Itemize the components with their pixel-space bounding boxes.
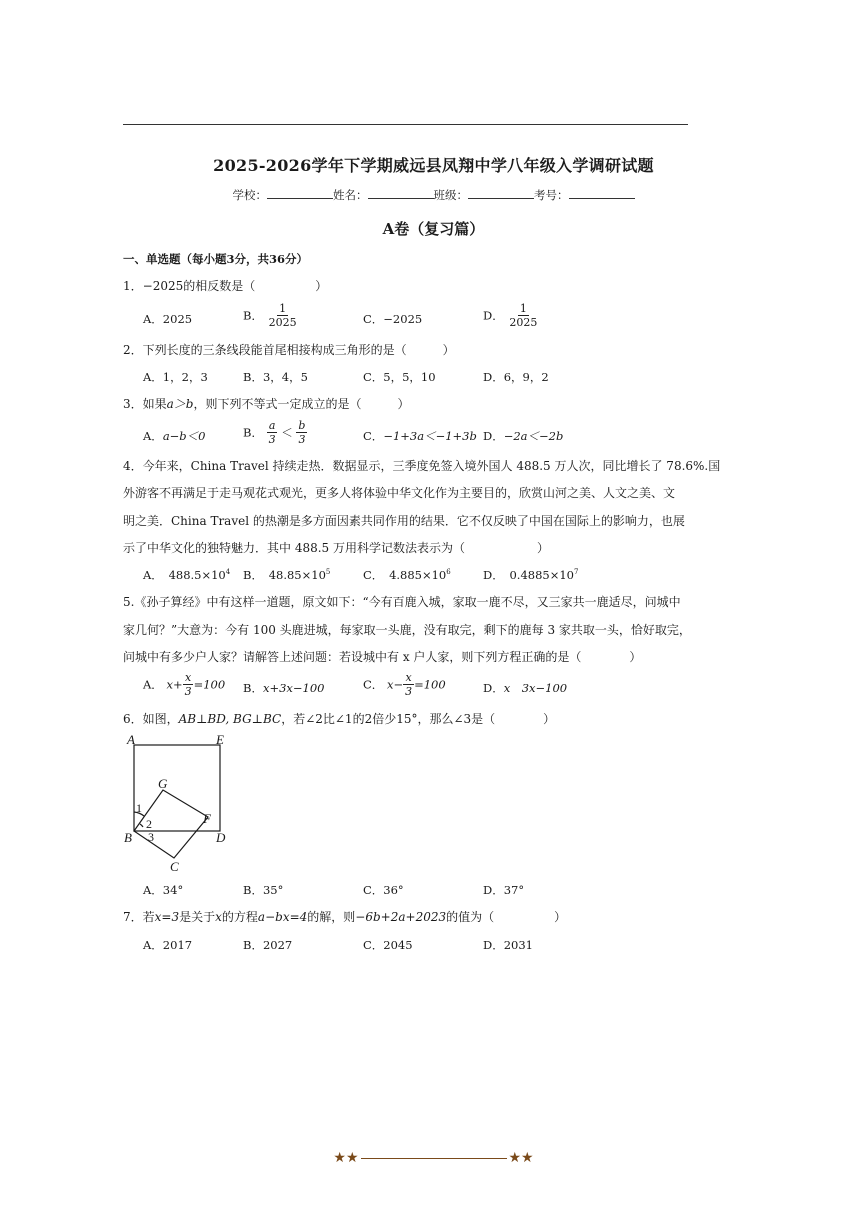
q3-option-d [483,428,563,444]
question-4-line-4: 示了中华文化的独特魅力．其中 488.5 万用科学记数法表示为（ ） [123,541,549,555]
q5-option-b-expr: x+3x−100 [262,681,325,695]
q4-option-d [483,567,578,583]
q4-option-b [243,567,330,583]
q6-stem-post: ，若∠2比∠1的2倍少15°，那么∠3是（ ） [281,712,556,726]
q2-option-b: B．3，4，5 [243,370,308,384]
q1-option-d-label: D． [483,308,504,323]
q5-option-a-label: A． [143,677,163,692]
q5-option-a [143,671,225,698]
question-6-stem [123,710,555,727]
q4-option-c-label: C． [363,568,378,582]
question-5-line-2: 家几何？”大意为：今有 100 头鹿进城，每家取一头鹿，没有取完，剩下的鹿每 3 家共取一头，恰好取完， [123,623,691,637]
q4-option-c-exp: 6 [446,568,451,577]
q4-option-b-label: B． [243,568,258,582]
footer-stars-left: ★★ [333,1150,359,1166]
fraction-numerator: 1 [519,302,527,315]
q4-option-d-base: 0.4885×10 [509,568,574,582]
q7-stem-mid: 是关于 [179,910,216,924]
q3-stem-pre: 3．如果 [123,397,167,411]
q3-option-a-expr: a−b＜0 [162,429,206,443]
q6-option-a: A．34° [143,883,184,897]
q3-option-b-fraction-a [267,419,278,446]
q7-stem-m4: −6b+2a+2023 [355,910,447,924]
q6-option-d: D．37° [483,883,525,897]
q7-stem-post: 的值为（ ） [446,910,567,924]
header-rule [123,124,688,125]
q5-option-c-pre: x− [386,677,404,692]
fraction-numerator: b [298,419,306,432]
q5-option-a-pre: x+ [166,677,183,692]
q4-option-b-base: 48.85×10 [268,568,326,582]
field-class-blank[interactable] [468,188,534,199]
q7-stem-m2: x [215,910,222,924]
fraction-denominator: 3 [405,685,413,698]
fraction-denominator: 3 [268,433,276,446]
field-school-label: 学校： [232,188,267,202]
question-3-stem [123,395,410,412]
q5-option-b [243,680,324,696]
q5-option-b-label: B． [243,681,263,695]
q5-option-d [483,680,567,696]
label-b: B [124,830,132,845]
label-f: F [203,811,211,826]
q2-option-d: D．6，9，2 [483,370,549,384]
field-school-blank[interactable] [267,188,333,199]
q5-option-c-post: =100 [414,677,446,692]
fraction-denominator: 2025 [509,316,538,329]
q1-option-d-fraction [507,302,539,329]
q3-option-a [143,428,205,444]
q4-option-a-base: 488.5×10 [168,568,226,582]
q6-stem-pre: 6．如图， [123,712,179,726]
q1-option-a: A．2025 [143,312,193,326]
q3-option-b-fraction-b [296,419,307,446]
angle-1-label: 1 [136,801,142,815]
label-a: A [127,732,135,747]
label-g: G [158,776,168,791]
q7-stem-m3: a−bx=4 [257,910,308,924]
q5-option-a-fraction [183,671,194,698]
footer-stars-right: ★★ [508,1150,534,1166]
field-id-blank[interactable] [569,188,635,199]
q1-option-d [483,302,539,329]
q4-option-c [363,567,451,583]
q5-option-d-label: D． [483,681,504,695]
q3-option-d-label: D． [483,429,504,443]
q3-stem-post: ，则下列不等式一定成立的是（ ） [193,397,410,411]
fraction-numerator: x [405,671,412,684]
q7-stem-mid3: 的解，则 [307,910,356,924]
q3-option-c-expr: −1+3a＜−1+3b [383,429,477,443]
q5-option-c-label: C． [363,677,384,692]
q7-option-d: D．2031 [483,938,533,952]
angle-2-arc [140,824,143,827]
q3-option-b-label: B． [243,425,263,440]
q3-stem-math: a＞b [166,397,194,411]
q7-stem-m1: x=3 [154,910,180,924]
q4-option-d-label: D． [483,568,498,582]
q5-option-c-fraction [403,671,414,698]
field-name-label: 姓名： [333,188,368,202]
exam-title: 2025-2026学年下学期威远县凤翔中学八年级入学调研试题 [213,156,654,175]
geometry-figure [118,728,243,878]
field-name-blank[interactable] [368,188,434,199]
question-4-line-3: 明之美．China Travel 的热潮是多方面因素共同作用的结果．它不仅反映了中国在国际上的影响力，也展 [123,514,685,528]
fraction-numerator: 1 [279,302,287,315]
page-footer-ornament [0,1150,867,1166]
footer-rule [361,1158,507,1159]
q7-option-b: B．2027 [243,938,293,952]
angle-3-label: 3 [148,830,154,844]
q1-option-b-fraction [267,302,299,329]
field-id-label: 考号： [534,188,569,202]
q3-option-c [363,428,477,444]
fraction-numerator: x [184,671,192,684]
q1-option-b-label: B． [243,308,263,323]
q4-option-c-base: 4.885×10 [389,568,447,582]
q5-option-c [363,671,446,698]
label-d: D [216,830,226,845]
q4-option-b-exp: 5 [325,568,331,577]
q5-option-a-post: =100 [193,677,226,692]
q3-option-a-label: A． [143,429,163,443]
q7-option-c: C．2045 [363,938,413,952]
q5-option-d-expr: x 3x−100 [503,681,568,695]
q4-option-d-exp: 7 [574,568,579,577]
q6-option-c: C．36° [363,883,404,897]
fraction-denominator: 3 [298,433,306,446]
q3-option-b [243,419,307,446]
q6-stem-math: AB⊥BD, BG⊥BC [178,712,282,726]
label-e: E [216,732,224,747]
q1-option-c: C．−2025 [363,312,423,326]
question-5-line-1: 5.《孙子算经》中有这样一道题，原文如下：“今有百鹿入城，家取一鹿不尽，又三家共一鹿适尽，问城中 [123,595,681,609]
q7-option-a: A．2017 [143,938,193,952]
q4-option-a [143,567,230,583]
fraction-numerator: a [268,419,276,432]
question-4-line-1: 4．今年来，China Travel 持续走热．数据显示，三季度免签入境外国人 488.5 万人次，同比增长了 78.6%.国 [123,459,721,473]
q2-option-c: C．5，5，10 [363,370,436,384]
question-7-stem [123,908,566,925]
section-heading: 一、单选题（每小题3分，共36分） [123,252,309,266]
fraction-denominator: 3 [184,685,192,698]
field-class-label: 班级： [433,188,468,202]
label-c: C [170,859,179,874]
fraction-denominator: 2025 [268,316,297,329]
q3-option-b-operator: ＜ [281,425,293,440]
question-4-line-2: 外游客不再满足于走马观花式观光，更多人将体验中华文化作为主要目的，欣赏山河之美、人文之美、文 [123,486,676,500]
student-info-line [0,187,867,203]
question-1-stem: 1．−2025的相反数是（ ） [123,279,328,293]
q1-option-b [243,302,299,329]
q3-option-c-label: C． [363,429,384,443]
q7-stem-mid2: 的方程 [221,910,258,924]
paper-subtitle: A卷（复习篇） [382,220,485,238]
angle-2-label: 2 [146,817,152,831]
q4-option-a-label: A． [143,568,158,582]
question-2-stem: 2．下列长度的三条线段能首尾相接构成三角形的是（ ） [123,343,455,357]
q7-stem-pre: 7．若 [123,910,155,924]
question-5-line-3: 问城中有多少户人家？请解答上述问题：若设城中有 x 户人家，则下列方程正确的是（ ） [123,650,642,664]
q6-option-b: B．35° [243,883,284,897]
q2-option-a: A．1，2，3 [143,370,208,384]
q4-option-a-exp: 4 [225,568,231,577]
q3-option-d-expr: −2a＜−2b [503,429,564,443]
